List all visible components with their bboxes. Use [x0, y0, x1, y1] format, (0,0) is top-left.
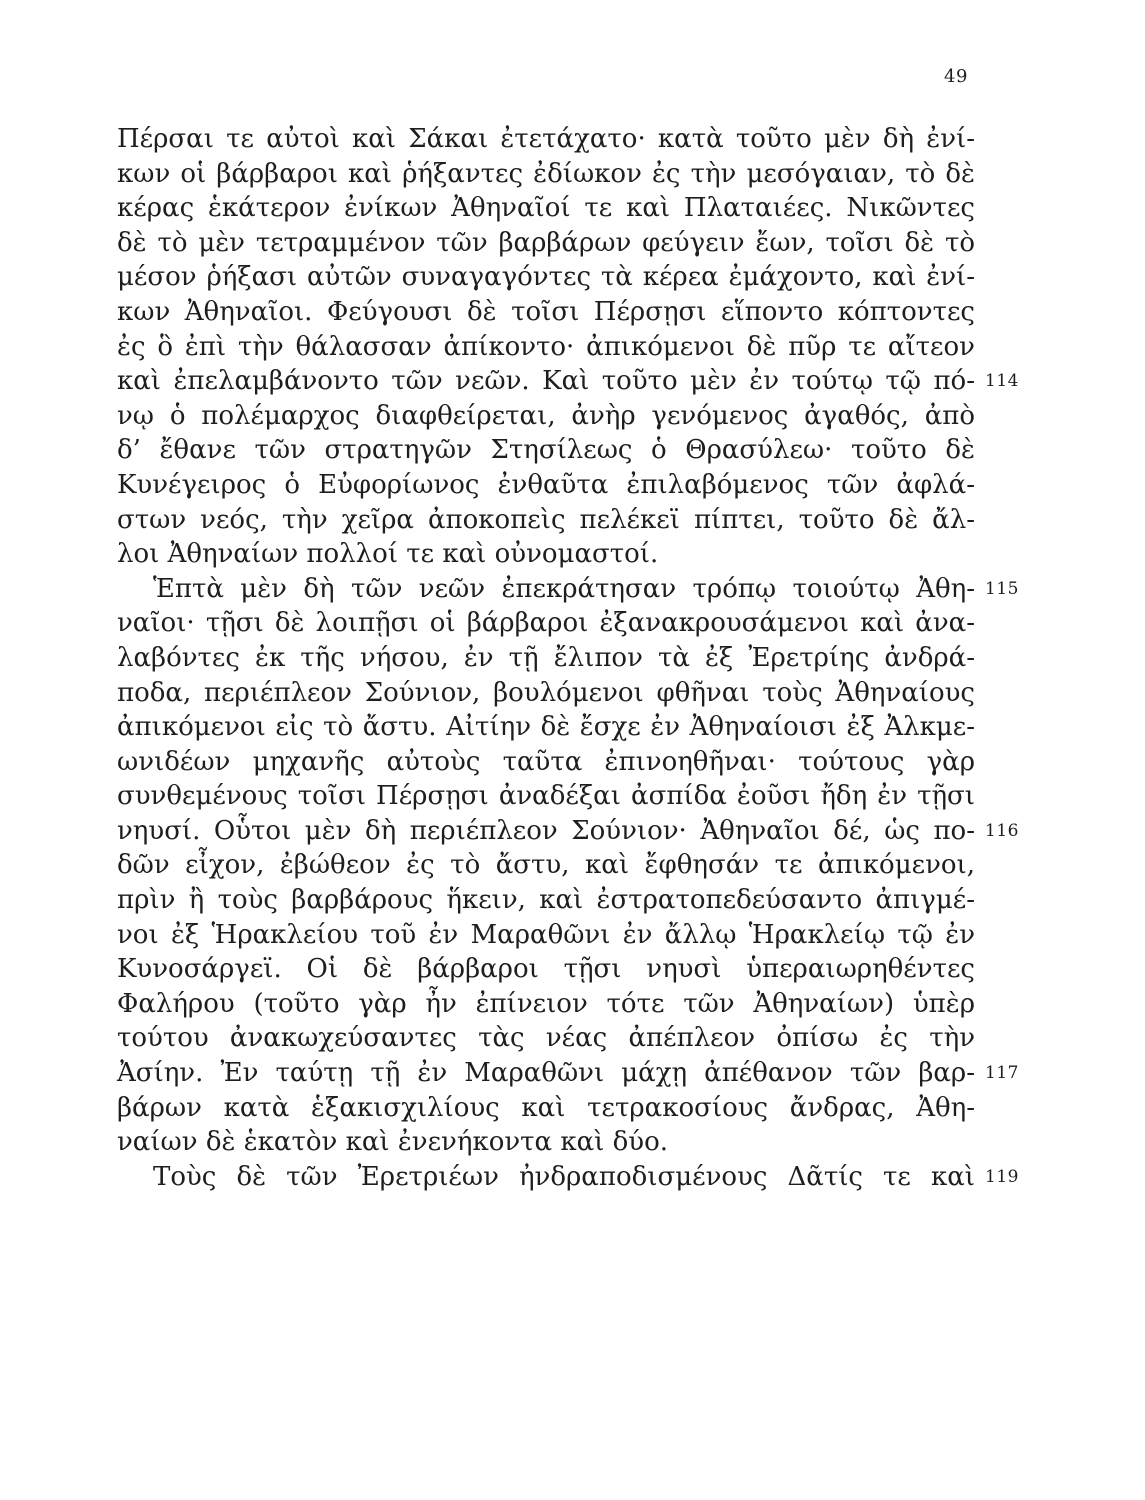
text-line [117, 779, 975, 814]
text-line [117, 295, 975, 330]
text-line [117, 676, 975, 711]
text-line-content: λοι Ἀθηναίων πολλοί τε καὶ οὐνομαστοί. [117, 539, 659, 570]
text-line-content: Ἑπτὰ μὲν δὴ τῶν νεῶν ἐπεκράτησαν τρόπῳ τοιούτῳ Ἀθη- [153, 573, 975, 604]
text-line-content: ἐς ὃ ἐπὶ τὴν θάλασσαν ἀπίκοντο· ἀπικόμενοι δὲ πῦρ τε αἴτεον [117, 331, 975, 362]
text-line [117, 1125, 975, 1160]
text-line [117, 1056, 1019, 1091]
text-line [117, 157, 975, 192]
text-line [117, 191, 975, 226]
margin-section-number: 119 [985, 1166, 1019, 1187]
text-line [117, 641, 975, 676]
text-line [117, 503, 975, 538]
text-line [117, 433, 975, 468]
text-line-content: ποδα, περιέπλεον Σούνιον, βουλόμενοι φθῆναι τοὺς Ἀθηναίους [117, 677, 975, 708]
text-line [117, 364, 1019, 399]
text-line [117, 260, 975, 295]
margin-section-number: 117 [985, 1063, 1019, 1084]
text-line-content: Τοὺς δὲ τῶν Ἐρετριέων ἠνδραποδισμένους Δᾶτίς τε καὶ [153, 1161, 975, 1192]
text-line-content: κων Ἀθηναῖοι. Φεύγουσι δὲ τοῖσι Πέρσῃσι εἵποντο κόπτοντες [117, 296, 975, 327]
text-line [117, 814, 1019, 849]
text-line-content: ἀπικόμενοι εἰς τὸ ἄστυ. Αἰτίην δὲ ἔσχε ἐν Ἀθηναίοισι ἐξ Ἀλκμε- [117, 712, 975, 743]
text-line-content: ωνιδέων μηχανῆς αὐτοὺς ταῦτα ἐπινοηθῆναι· τούτους γὰρ [117, 746, 975, 777]
text-line-content: δ’ ἔθανε τῶν στρατηγῶν Στησίλεως ὁ Θρασύλεω· τοῦτο δὲ [117, 435, 975, 466]
text-line [117, 537, 975, 572]
text-line-content: δῶν εἶχον, ἐβώθεον ἐς τὸ ἄστυ, καὶ ἔφθησάν τε ἀπικόμενοι, [117, 850, 975, 881]
text-line-content: τούτου ἀνακωχεύσαντες τὰς νέας ἀπέπλεον ὀπίσω ἐς τὴν [117, 1023, 975, 1054]
text-line-content: κέρας ἑκάτερον ἐνίκων Ἀθηναῖοί τε καὶ Πλαταιέες. Νικῶντες [117, 193, 975, 224]
text-line-content: πρὶν ἢ τοὺς βαρβάρους ἥκειν, καὶ ἐστρατοπεδεύσαντο ἀπιγμέ- [117, 885, 975, 916]
text-line-content: συνθεμένους τοῖσι Πέρσῃσι ἀναδέξαι ἀσπίδα ἐοῦσι ἤδη ἐν τῇσι [117, 781, 975, 812]
text-line-content: ναίων δὲ ἑκατὸν καὶ ἐνενήκοντα καὶ δύο. [117, 1127, 669, 1158]
margin-section-number: 114 [985, 371, 1019, 392]
text-line [117, 710, 975, 745]
page-number: 49 [944, 66, 968, 87]
text-line [117, 399, 975, 434]
text-line [117, 1091, 975, 1126]
text-line [117, 883, 975, 918]
text-line-content: καὶ ἐπελαμβάνοντο τῶν νεῶν. Καὶ τοῦτο μὲν ἐν τούτῳ τῷ πό- [117, 366, 975, 397]
text-line-content: κων οἱ βάρβαροι καὶ ῥήξαντες ἐδίωκον ἐς τὴν μεσόγαιαν, τὸ δὲ [117, 158, 975, 189]
text-line-content: Κυνέγειρος ὁ Εὐφορίωνος ἐνθαῦτα ἐπιλαβόμενος τῶν ἀφλά- [117, 469, 975, 500]
text-line [117, 226, 975, 261]
text-line-content: Φαλήρου (τοῦτο γὰρ ἦν ἐπίνειον τότε τῶν Ἀθηναίων) ὑπὲρ [117, 988, 975, 1019]
text-line-content: ναῖοι· τῇσι δὲ λοιπῇσι οἱ βάρβαροι ἐξανακρουσάμενοι καὶ ἀνα- [117, 608, 975, 639]
text-line-content: Πέρσαι τε αὐτοὶ καὶ Σάκαι ἐτετάχατο· κατὰ τοῦτο μὲν δὴ ἐνί- [117, 124, 975, 154]
text-line-content: βάρων κατὰ ἑξακισχιλίους καὶ τετρακοσίους ἄνδρας, Ἀθη- [117, 1092, 975, 1123]
text-line [117, 1160, 1019, 1195]
text-line [117, 848, 975, 883]
text-line-content: νοι ἐξ Ἡρακλείου τοῦ ἐν Μαραθῶνι ἐν ἄλλῳ Ἡρακλείῳ τῷ ἐν [117, 919, 975, 950]
text-line-content: Ἀσίην. Ἐν ταύτῃ τῇ ἐν Μαραθῶνι μάχῃ ἀπέθανον τῶν βαρ- [117, 1058, 975, 1089]
text-line [117, 1021, 975, 1056]
margin-section-number: 116 [985, 820, 1019, 841]
text-line [117, 952, 975, 987]
margin-section-number: 115 [985, 578, 1019, 599]
text-line [117, 572, 1019, 607]
text-line [117, 468, 975, 503]
text-line-content: δὲ τὸ μὲν τετραμμένον τῶν βαρβάρων φεύγειν ἔων, τοῖσι δὲ τὸ [117, 227, 975, 258]
text-line [117, 987, 975, 1022]
text-line-content: Κυνοσάργεϊ. Οἱ δὲ βάρβαροι τῇσι νηυσὶ ὑπεραιωρηθέντες [117, 954, 975, 985]
text-line-content: μέσον ῥήξασι αὐτῶν συναγαγόντες τὰ κέρεα ἐμάχοντο, καὶ ἐνί- [117, 262, 975, 293]
text-line-content: στων νεός, τὴν χεῖρα ἀποκοπεὶς πελέκεϊ πίπτει, τοῦτο δὲ ἄλ- [117, 504, 975, 535]
body-text [117, 122, 1019, 1194]
text-line [117, 918, 975, 953]
text-line-content: νηυσί. Οὗτοι μὲν δὴ περιέπλεον Σούνιον· Ἀθηναῖοι δέ, ὡς πο- [117, 815, 975, 846]
text-line [117, 606, 975, 641]
text-line [117, 122, 975, 157]
text-line [117, 745, 975, 780]
text-line-content: νῳ ὁ πολέμαρχος διαφθείρεται, ἀνὴρ γενόμενος ἀγαθός, ἀπὸ [117, 400, 975, 431]
text-line [117, 330, 975, 365]
text-line-content: λαβόντες ἐκ τῆς νήσου, ἐν τῇ ἔλιπον τὰ ἐξ Ἐρετρίης ἀνδρά- [117, 642, 975, 673]
